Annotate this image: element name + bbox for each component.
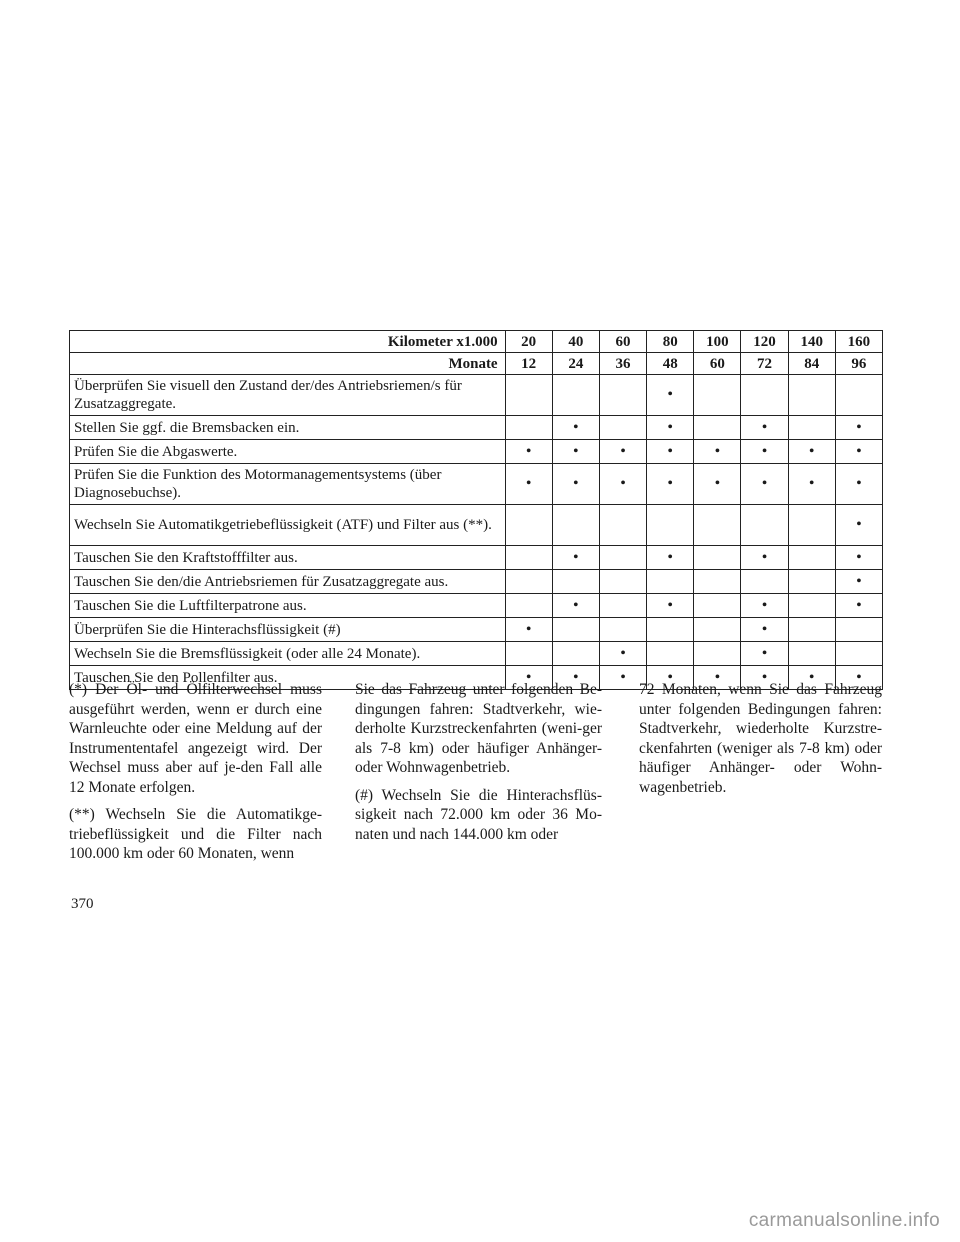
empty-cell: [505, 570, 552, 594]
empty-cell: [505, 546, 552, 570]
maintenance-task: Stellen Sie ggf. die Bremsbacken ein.: [70, 416, 506, 440]
months-value: 96: [835, 353, 882, 375]
maintenance-task: Prüfen Sie die Funktion des Motormanagementsystems (über Diagnosebuchse).: [70, 464, 506, 505]
km-value: 40: [552, 331, 599, 353]
service-mark: •: [599, 666, 646, 690]
footnote-column-3: [639, 680, 882, 872]
empty-cell: [788, 594, 835, 618]
empty-cell: [835, 642, 882, 666]
page-number: 370: [71, 896, 94, 912]
table-row: [70, 570, 883, 594]
maintenance-task: Wechseln Sie Automatikgetriebeflüssigkeit (ATF) und Filter aus (**).: [70, 505, 506, 546]
empty-cell: [694, 416, 741, 440]
service-mark: •: [647, 440, 694, 464]
maintenance-task: Tauschen Sie den Pollenfilter aus.: [70, 666, 506, 690]
empty-cell: [694, 618, 741, 642]
empty-cell: [788, 642, 835, 666]
months-value: 60: [694, 353, 741, 375]
empty-cell: [505, 416, 552, 440]
footnote-atf-continued: Sie das Fahrzeug unter folgenden Be-dingungen fahren: Stadtverkehr, wie-derholte Kurzstreckenfahrten (weni-ger als 7-8 km) oder häufiger Anhänger- oder Wohnwagenbetrieb.: [355, 681, 602, 776]
service-mark: •: [741, 594, 788, 618]
empty-cell: [552, 642, 599, 666]
empty-cell: [741, 505, 788, 546]
empty-cell: [505, 375, 552, 416]
service-mark: •: [741, 666, 788, 690]
service-mark: •: [741, 642, 788, 666]
service-mark: •: [647, 416, 694, 440]
empty-cell: [552, 505, 599, 546]
empty-cell: [599, 594, 646, 618]
empty-cell: [599, 375, 646, 416]
service-mark: •: [741, 416, 788, 440]
empty-cell: [788, 416, 835, 440]
header-row-months: [70, 353, 883, 375]
empty-cell: [647, 505, 694, 546]
km-value: 160: [835, 331, 882, 353]
empty-cell: [788, 546, 835, 570]
months-header-label: Monate: [70, 353, 506, 375]
empty-cell: [599, 416, 646, 440]
empty-cell: [835, 618, 882, 642]
footnote-atf: (**) Wechseln Sie die Automatikge-triebeflüssigkeit und die Filter nach 100.000 km oder 60 Monaten, wenn: [69, 806, 322, 862]
months-value: 48: [647, 353, 694, 375]
service-mark: •: [741, 618, 788, 642]
table-row: [70, 594, 883, 618]
footnote-column-2: [355, 680, 602, 872]
maintenance-task: Tauschen Sie die Luftfilterpatrone aus.: [70, 594, 506, 618]
table-row: [70, 464, 883, 505]
service-mark: •: [741, 546, 788, 570]
footnote-column-1: [69, 680, 322, 872]
header-row-km: [70, 331, 883, 353]
service-mark: •: [552, 464, 599, 505]
empty-cell: [788, 505, 835, 546]
service-mark: •: [647, 464, 694, 505]
empty-cell: [647, 618, 694, 642]
service-mark: •: [694, 666, 741, 690]
table-row: [70, 375, 883, 416]
service-mark: •: [552, 594, 599, 618]
months-value: 36: [599, 353, 646, 375]
table-row: [70, 505, 883, 546]
service-mark: •: [647, 546, 694, 570]
service-mark: •: [788, 666, 835, 690]
table-row: [70, 642, 883, 666]
service-mark: •: [505, 666, 552, 690]
km-header-label: Kilometer x1.000: [70, 331, 506, 353]
service-mark: •: [552, 546, 599, 570]
service-mark: •: [835, 666, 882, 690]
service-mark: •: [647, 666, 694, 690]
empty-cell: [741, 375, 788, 416]
service-mark: •: [835, 440, 882, 464]
service-mark: •: [835, 570, 882, 594]
table-row: [70, 546, 883, 570]
months-value: 84: [788, 353, 835, 375]
service-mark: •: [694, 464, 741, 505]
service-mark: •: [505, 440, 552, 464]
empty-cell: [552, 570, 599, 594]
empty-cell: [599, 505, 646, 546]
empty-cell: [599, 618, 646, 642]
empty-cell: [505, 505, 552, 546]
watermark: carmanualsonline.info: [748, 1210, 940, 1231]
empty-cell: [788, 618, 835, 642]
km-value: 20: [505, 331, 552, 353]
maintenance-task: Wechseln Sie die Bremsflüssigkeit (oder alle 24 Monate).: [70, 642, 506, 666]
empty-cell: [599, 546, 646, 570]
footnote-rear-axle-continued: 72 Monaten, wenn Sie das Fahrzeug unter folgenden Bedingungen fahren: Stadtverkehr, wiederholte Kurzstre-ckenfahrten (weniger als 7-8 km) oder häufiger Anhänger- oder Wohn-wagenbetrieb.: [639, 681, 882, 796]
km-value: 80: [647, 331, 694, 353]
empty-cell: [552, 375, 599, 416]
service-mark: •: [741, 440, 788, 464]
empty-cell: [694, 570, 741, 594]
empty-cell: [647, 570, 694, 594]
service-mark: •: [788, 440, 835, 464]
maintenance-schedule-table: [69, 330, 883, 690]
empty-cell: [788, 570, 835, 594]
service-mark: •: [505, 618, 552, 642]
maintenance-task: Prüfen Sie die Abgaswerte.: [70, 440, 506, 464]
service-mark: •: [647, 594, 694, 618]
table-row: [70, 416, 883, 440]
empty-cell: [694, 594, 741, 618]
service-mark: •: [599, 642, 646, 666]
service-mark: •: [599, 464, 646, 505]
service-mark: •: [835, 464, 882, 505]
service-mark: •: [835, 505, 882, 546]
empty-cell: [694, 546, 741, 570]
service-mark: •: [552, 666, 599, 690]
service-mark: •: [788, 464, 835, 505]
empty-cell: [599, 570, 646, 594]
km-value: 120: [741, 331, 788, 353]
months-value: 72: [741, 353, 788, 375]
table-row: [70, 440, 883, 464]
service-mark: •: [835, 416, 882, 440]
empty-cell: [694, 642, 741, 666]
empty-cell: [694, 505, 741, 546]
empty-cell: [694, 375, 741, 416]
service-mark: •: [552, 440, 599, 464]
schedule-body: [70, 375, 883, 690]
service-mark: •: [599, 440, 646, 464]
maintenance-task: Überprüfen Sie die Hinterachsflüssigkeit (#): [70, 618, 506, 642]
maintenance-task: Tauschen Sie den/die Antriebsriemen für Zusatzaggregate aus.: [70, 570, 506, 594]
service-mark: •: [505, 464, 552, 505]
empty-cell: [647, 642, 694, 666]
empty-cell: [835, 375, 882, 416]
empty-cell: [788, 375, 835, 416]
km-value: 60: [599, 331, 646, 353]
months-value: 24: [552, 353, 599, 375]
maintenance-task: Überprüfen Sie visuell den Zustand der/des Antriebsriemen/s für Zusatzaggregate.: [70, 375, 506, 416]
service-mark: •: [694, 440, 741, 464]
empty-cell: [505, 642, 552, 666]
service-mark: •: [835, 594, 882, 618]
service-mark: •: [741, 464, 788, 505]
km-value: 100: [694, 331, 741, 353]
footnote-rear-axle: (#) Wechseln Sie die Hinterachsflüs-sigkeit nach 72.000 km oder 36 Mo-naten und nach 144.000 km oder: [355, 786, 602, 843]
footnotes: [69, 680, 883, 872]
service-mark: •: [552, 416, 599, 440]
footnote-oil-change: (*) Der Öl- und Ölfilterwechsel muss ausgeführt werden, wenn er durch eine Warnleuchte oder eine Meldung auf der Instrumententafel angezeigt wird. Der Wechsel muss aber auf je-den Fall alle 12 Monate erfolgen.: [69, 681, 322, 796]
km-value: 140: [788, 331, 835, 353]
maintenance-task: Tauschen Sie den Kraftstofffilter aus.: [70, 546, 506, 570]
empty-cell: [552, 618, 599, 642]
service-mark: •: [647, 375, 694, 416]
months-value: 12: [505, 353, 552, 375]
empty-cell: [505, 594, 552, 618]
table-row: [70, 618, 883, 642]
service-mark: •: [835, 546, 882, 570]
empty-cell: [741, 570, 788, 594]
